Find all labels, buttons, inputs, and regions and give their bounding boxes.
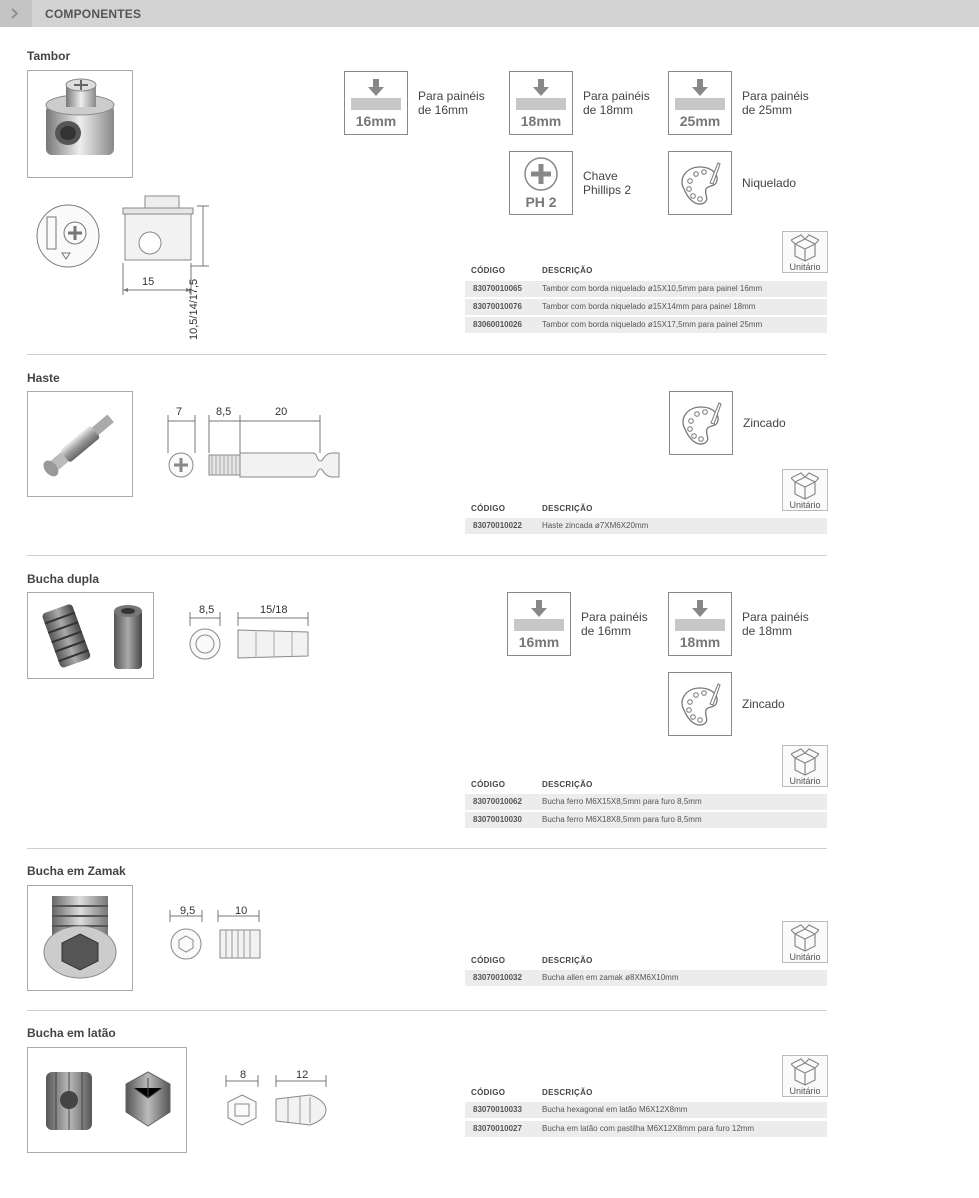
phillips-key-icon: PH 2	[509, 151, 573, 215]
chevron-right-icon[interactable]	[0, 0, 32, 27]
table-row: 83070010030 Bucha ferro M6X18X8,5mm para furo 8,5mm	[465, 812, 827, 828]
dim-haste-20: 20	[275, 406, 288, 418]
feature-label-zincado: Zincado	[743, 416, 786, 430]
table-row: 83070010076 Tambor com borda niquelado ø15X14mm para painel 18mm	[465, 299, 827, 315]
tambor-top-view-drawing	[35, 203, 101, 274]
section-divider	[27, 1010, 827, 1011]
table-row: 83070010032 Bucha allen em zamak ø8XM6X10mm	[465, 970, 827, 986]
section-divider	[27, 354, 827, 355]
column-header-codigo: CÓDIGO	[471, 266, 506, 275]
dim-haste-8-5: 8,5	[216, 406, 232, 418]
thickness-16mm-icon: 16mm	[507, 592, 571, 656]
table-row: 83060010026 Tambor com borda niquelado ø15X17,5mm para painel 25mm	[465, 317, 827, 333]
table-row: 83070010033 Bucha hexagonal em latão M6X12X8mm	[465, 1102, 827, 1118]
section-title-bucha-zamak: Bucha em Zamak	[27, 864, 126, 878]
palette-finish-icon	[668, 151, 732, 215]
dim-latao-8: 8	[240, 1069, 247, 1081]
thickness-18mm-icon: 18mm	[509, 71, 573, 135]
unit-packaging-icon: Unitário	[782, 1055, 828, 1097]
product-photo-bucha-zamak	[27, 885, 133, 991]
palette-finish-icon	[669, 391, 733, 455]
unit-packaging-icon: Unitário	[782, 921, 828, 963]
feature-label-niquelado: Niquelado	[742, 176, 797, 190]
feature-label-16mm: Para painéis de 16mm	[581, 610, 648, 638]
dim-zamak-9-5: 9,5	[180, 905, 196, 917]
column-header-codigo: CÓDIGO	[471, 504, 506, 513]
feature-label-16mm: Para painéis de 16mm	[418, 89, 485, 117]
feature-label-zincado: Zincado	[742, 697, 785, 711]
bucha-latao-drawing	[222, 1075, 332, 1135]
dim-zamak-10: 10	[235, 905, 248, 917]
section-title-bucha-dupla: Bucha dupla	[27, 572, 100, 586]
palette-finish-icon	[668, 672, 732, 736]
section-title-tambor: Tambor	[27, 49, 71, 63]
thickness-18mm-icon: 18mm	[668, 592, 732, 656]
header-title: COMPONENTES	[45, 7, 142, 21]
feature-label-25mm: Para painéis de 25mm	[742, 89, 809, 117]
thickness-25mm-icon: 25mm	[668, 71, 732, 135]
haste-drawing	[163, 415, 348, 490]
feature-label-phillips: Chave Phillips 2	[583, 169, 632, 197]
dim-tambor-height: 10,5/14/17,5	[188, 278, 200, 340]
column-header-descricao: DESCRIÇÃO	[542, 504, 593, 513]
dim-haste-7: 7	[176, 406, 183, 418]
unit-packaging-icon: Unitário	[782, 469, 828, 511]
bucha-zamak-drawing	[166, 910, 266, 967]
column-header-descricao: DESCRIÇÃO	[542, 780, 593, 789]
feature-label-18mm: Para painéis de 18mm	[742, 610, 809, 638]
section-divider	[27, 555, 827, 556]
product-photo-tambor	[27, 70, 133, 178]
table-row: 83070010062 Bucha ferro M6X15X8,5mm para furo 8,5mm	[465, 794, 827, 810]
product-photo-bucha-dupla	[27, 592, 154, 679]
unit-packaging-icon: Unitário	[782, 231, 828, 273]
column-header-descricao: DESCRIÇÃO	[542, 1088, 593, 1097]
product-photo-bucha-latao	[27, 1047, 187, 1153]
product-photo-haste	[27, 391, 133, 497]
section-header-bar	[0, 0, 979, 27]
table-row: 83070010027 Bucha em latão com pastilha M6X12X8mm para furo 12mm	[465, 1121, 827, 1137]
table-row: 83070010065 Tambor com borda niquelado ø15X10,5mm para painel 16mm	[465, 281, 827, 297]
column-header-descricao: DESCRIÇÃO	[542, 956, 593, 965]
unit-packaging-icon: Unitário	[782, 745, 828, 787]
dim-tambor-diameter: 15	[142, 276, 155, 288]
column-header-codigo: CÓDIGO	[471, 956, 506, 965]
column-header-descricao: DESCRIÇÃO	[542, 266, 593, 275]
dim-latao-12: 12	[296, 1069, 309, 1081]
section-title-haste: Haste	[27, 371, 60, 385]
column-header-codigo: CÓDIGO	[471, 1088, 506, 1097]
section-divider	[27, 848, 827, 849]
feature-label-18mm: Para painéis de 18mm	[583, 89, 650, 117]
bucha-dupla-drawing	[186, 612, 316, 672]
table-row: 83070010022 Haste zincada ø7XM6X20mm	[465, 518, 827, 534]
column-header-codigo: CÓDIGO	[471, 780, 506, 789]
dim-bucha-dupla-15-18: 15/18	[260, 604, 288, 616]
section-title-bucha-latao: Bucha em latão	[27, 1026, 116, 1040]
thickness-16mm-icon: 16mm	[344, 71, 408, 135]
dim-bucha-dupla-8-5: 8,5	[199, 604, 215, 616]
